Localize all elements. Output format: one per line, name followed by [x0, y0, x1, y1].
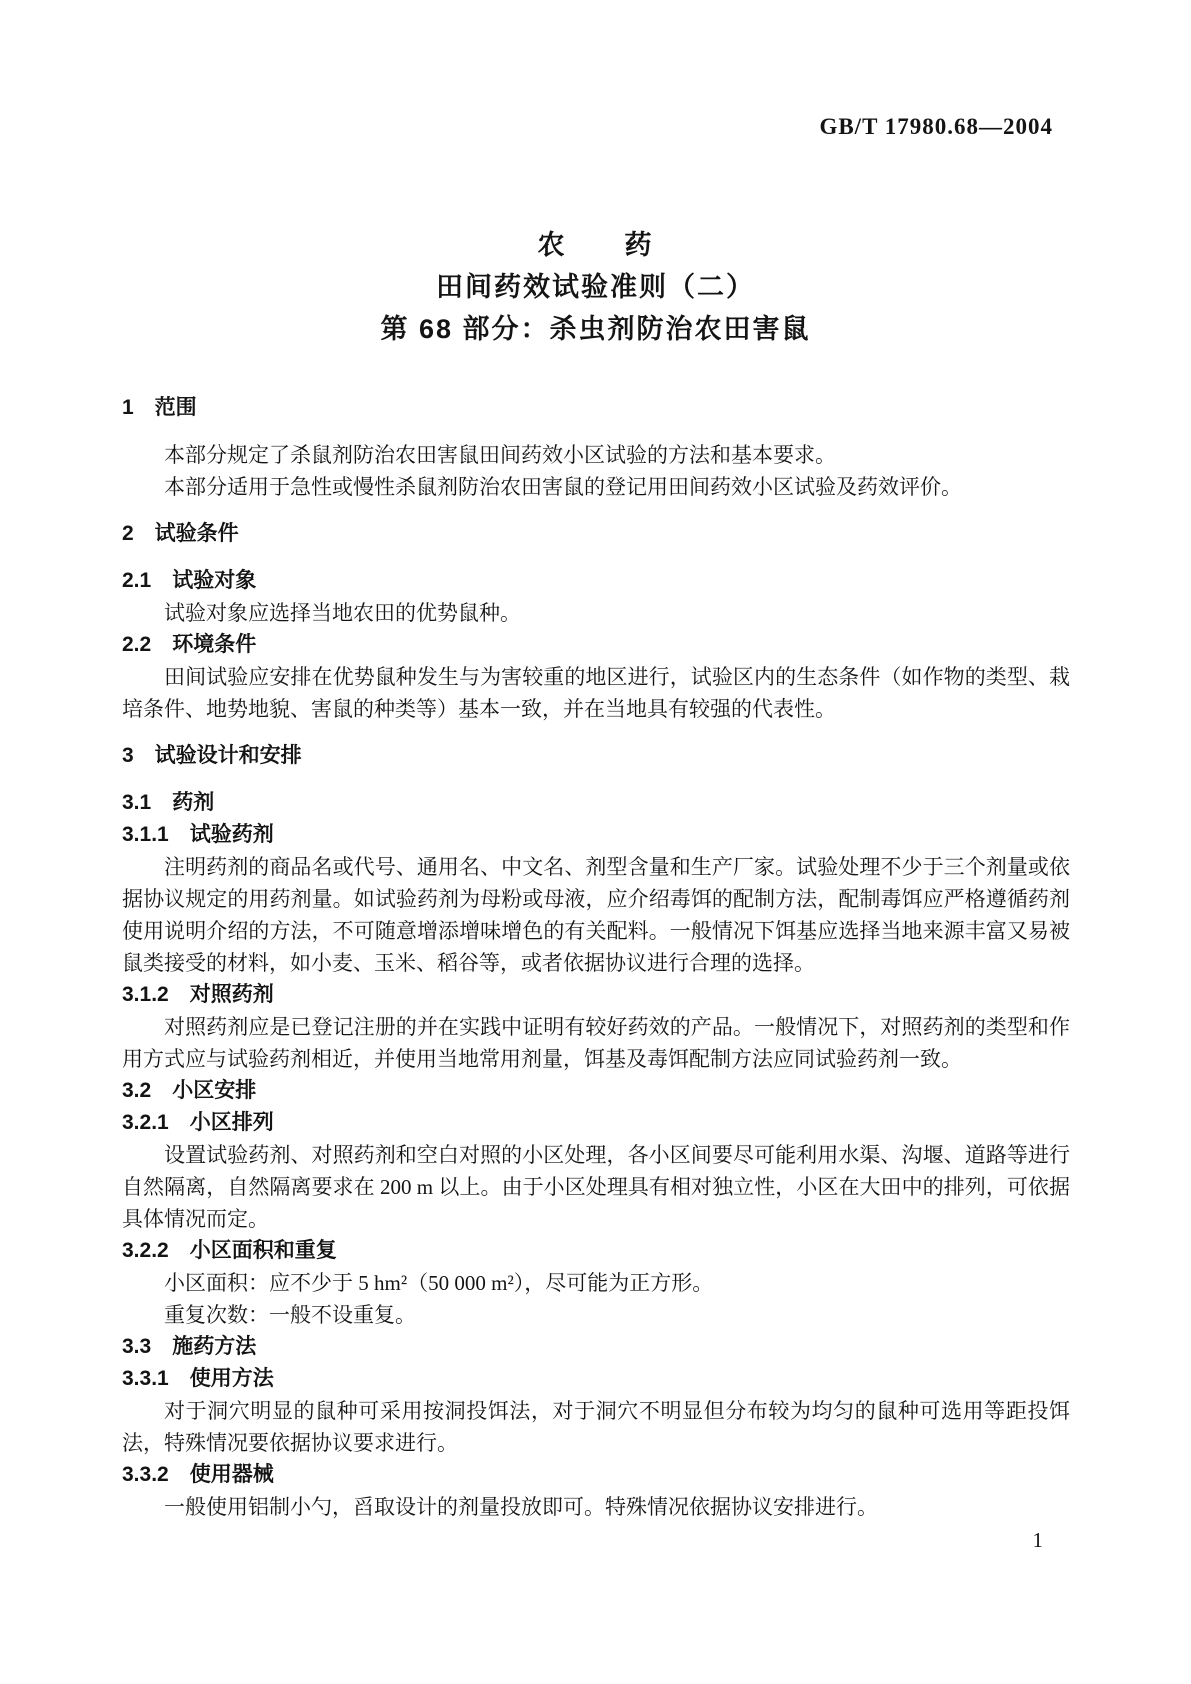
section-3-3-2-heading: 3.3.2 使用器械 — [122, 1463, 274, 1486]
section-3-2-2-paragraph-2: 重复次数：一般不设重复。 — [164, 1303, 416, 1327]
section-1-heading: 1 范围 — [122, 396, 197, 419]
section-2-2-heading: 2.2 环境条件 — [122, 633, 257, 656]
document-body — [122, 392, 1070, 1523]
title-line-1: 农 药 — [537, 230, 654, 260]
section-3-3-heading: 3.3 施药方法 — [122, 1335, 257, 1358]
section-3-2-1-paragraph: 设置试验药剂、对照药剂和空白对照的小区处理，各小区间要尽可能利用水渠、沟堰、道路等进行自然隔离，自然隔离要求在 200 m 以上。由于小区处理具有相对独立性，小区在大田中的排列，可依据具体情况而定。 — [122, 1143, 1070, 1231]
section-3-3-1-heading: 3.3.1 使用方法 — [122, 1367, 274, 1390]
section-2-1-paragraph: 试验对象应选择当地农田的优势鼠种。 — [164, 601, 521, 625]
title-line-3: 第 68 部分：杀虫剂防治农田害鼠 — [380, 314, 811, 344]
section-1-paragraph-1: 本部分规定了杀鼠剂防治农田害鼠田间药效小区试验的方法和基本要求。 — [164, 443, 836, 467]
standard-number: GB/T 17980.68—2004 — [819, 114, 1053, 139]
section-1-paragraph-2: 本部分适用于急性或慢性杀鼠剂防治农田害鼠的登记用田间药效小区试验及药效评价。 — [164, 475, 962, 499]
page-number: 1 — [1032, 1528, 1043, 1552]
section-2-2-paragraph: 田间试验应安排在优势鼠种发生与为害较重的地区进行，试验区内的生态条件（如作物的类型、栽培条件、地势地貌、害鼠的种类等）基本一致，并在当地具有较强的代表性。 — [122, 665, 1070, 721]
title-line-2: 田间药效试验准则（二） — [436, 272, 755, 302]
section-2-heading: 2 试验条件 — [122, 522, 239, 545]
section-3-3-2-paragraph: 一般使用铝制小勺，舀取设计的剂量投放即可。特殊情况依据协议安排进行。 — [164, 1495, 878, 1519]
section-3-1-1-heading: 3.1.1 试验药剂 — [122, 823, 274, 846]
section-3-2-2-heading: 3.2.2 小区面积和重复 — [122, 1239, 337, 1262]
section-3-2-1-heading: 3.2.1 小区排列 — [122, 1111, 274, 1134]
section-3-2-2-paragraph-1: 小区面积：应不少于 5 hm²（50 000 m²），尽可能为正方形。 — [164, 1271, 714, 1295]
section-3-1-2-paragraph: 对照药剂应是已登记注册的并在实践中证明有较好药效的产品。一般情况下，对照药剂的类型和作用方式应与试验药剂相近，并使用当地常用剂量，饵基及毒饵配制方法应同试验药剂一致。 — [122, 1015, 1070, 1071]
section-2-1-heading: 2.1 试验对象 — [122, 569, 257, 592]
document-title — [0, 0, 1191, 350]
section-3-1-1-paragraph: 注明药剂的商品名或代号、通用名、中文名、剂型含量和生产厂家。试验处理不少于三个剂量或依据协议规定的用药剂量。如试验药剂为母粉或母液，应介绍毒饵的配制方法，配制毒饵应严格遵循药剂使用说明介绍的方法，不可随意增添增味增色的有关配料。一般情况下饵基应选择当地来源丰富又易被鼠类接受的材料，如小麦、玉米、稻谷等，或者依据协议进行合理的选择。 — [122, 855, 1070, 975]
section-3-1-2-heading: 3.1.2 对照药剂 — [122, 983, 274, 1006]
section-3-2-heading: 3.2 小区安排 — [122, 1079, 257, 1102]
section-3-1-heading: 3.1 药剂 — [122, 791, 215, 814]
section-3-3-1-paragraph: 对于洞穴明显的鼠种可采用按洞投饵法，对于洞穴不明显但分布较为均匀的鼠种可选用等距投饵法，特殊情况要依据协议要求进行。 — [122, 1399, 1070, 1455]
section-3-heading: 3 试验设计和安排 — [122, 744, 302, 767]
